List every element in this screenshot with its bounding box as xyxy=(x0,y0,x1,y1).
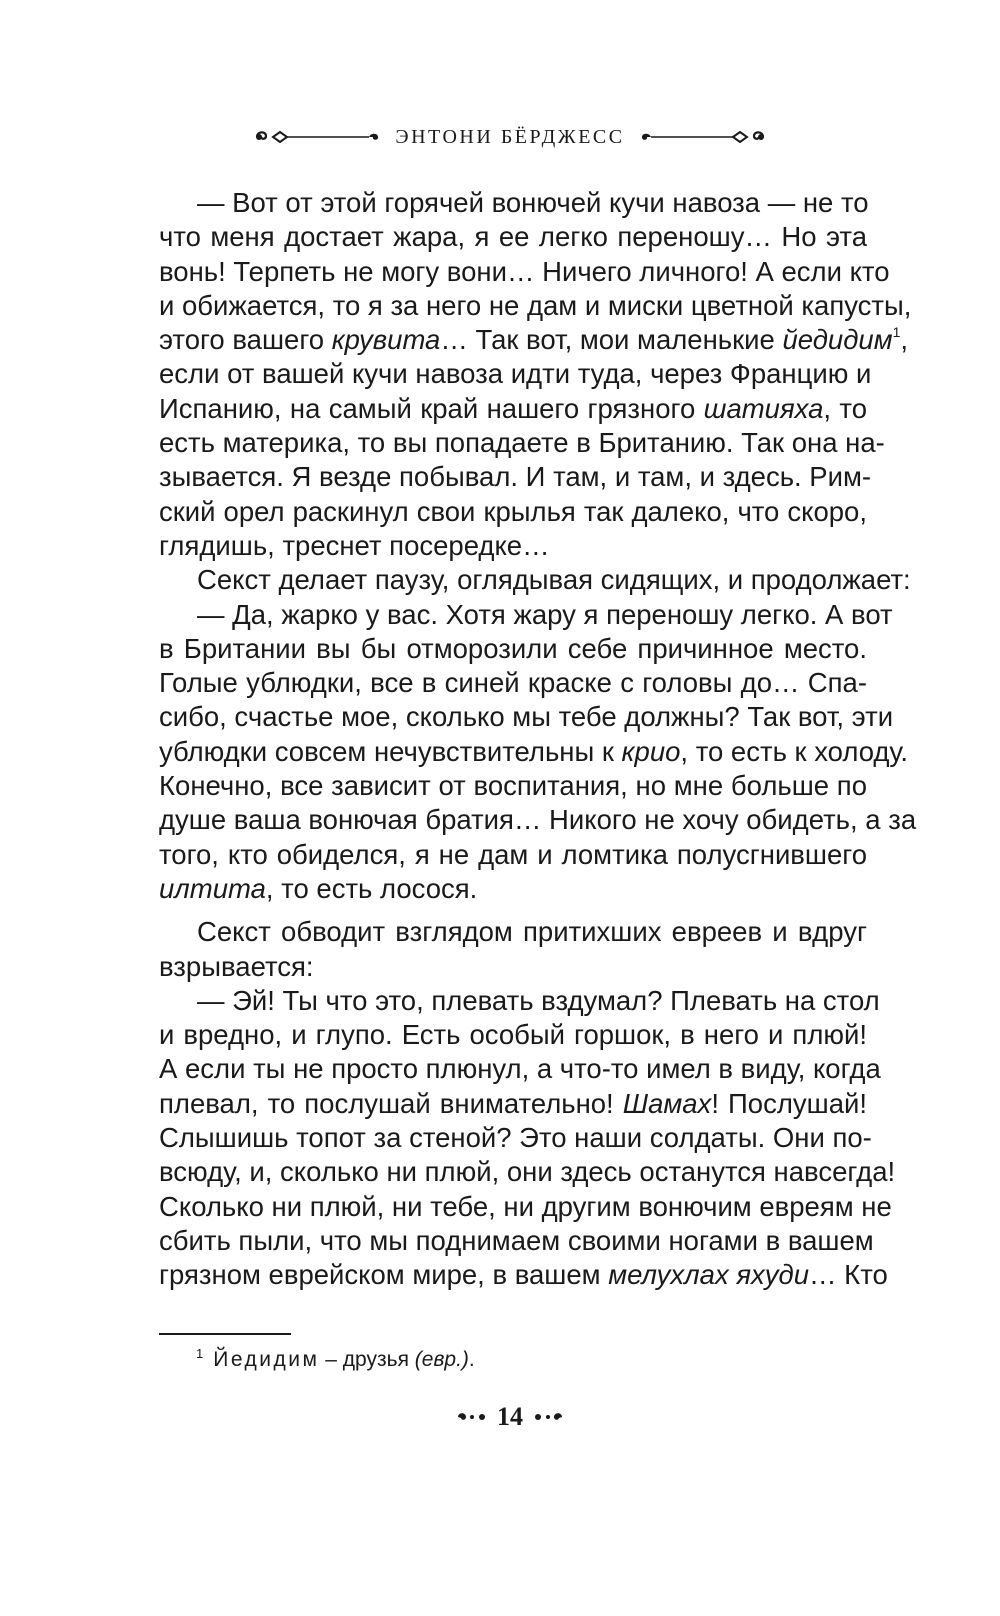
italic-term: крувита xyxy=(331,324,441,356)
text-line: Конечно, все зависит от воспитания, но мне больше по xyxy=(159,770,867,802)
page-number: 14 xyxy=(497,1402,523,1431)
footnote-term: Йедидим xyxy=(213,1348,320,1371)
text-line: вонь! Терпеть не могу вони… Ничего личного! А если кто xyxy=(159,255,890,287)
footnote-rule xyxy=(159,1333,291,1335)
italic-term: илтита xyxy=(159,872,266,904)
text-line: Секст делает паузу, оглядывая сидящих, и продолжает: xyxy=(197,564,911,596)
text-line: грязном еврейском мире, в вашем мелухлах яхуди… Кто xyxy=(159,1259,888,1291)
body-text xyxy=(159,186,917,1293)
text-line: взрывается: xyxy=(159,950,314,982)
text-line: что меня достает жара, я ее легко переношу… Но эта xyxy=(159,221,867,253)
text-line: — Да, жарко у вас. Хотя жару я переношу легко. А вот xyxy=(197,598,893,630)
text-line: — Эй! Ты что это, плевать вздумал? Плевать на стол xyxy=(197,984,880,1016)
italic-term: Шамах xyxy=(622,1087,712,1119)
footnote-text: – друзья xyxy=(319,1348,415,1371)
text-line: Голые ублюдки, все в синей краске с головы до… Спа- xyxy=(159,667,867,699)
text-line: — Вот от этой горячей вонючей кучи навоза — не то xyxy=(197,187,869,218)
footnote-ref: 1 xyxy=(892,324,901,341)
left-page-ornament-icon xyxy=(455,1409,489,1425)
italic-term: крио xyxy=(621,735,681,767)
left-ornament-icon xyxy=(253,127,381,147)
text-line: того, кто обиделся, я не дам и ломтика полусгнившего xyxy=(159,838,867,870)
footnote-mark: 1 xyxy=(196,1346,204,1361)
page-number-block xyxy=(440,1400,580,1434)
text-line: этого вашего крувита… Так вот, мои маленькие йедидим$^1$, xyxy=(159,324,908,356)
text-line: Сколько ни плюй, ни тебе, ни другим вонючим евреям не xyxy=(159,1190,892,1222)
text-line: и обижается, то я за него не дам и миски цветной капусты, xyxy=(159,289,912,321)
text-line: зывается. Я везде побывал. И там, и там, и здесь. Рим- xyxy=(159,461,872,493)
right-page-ornament-icon xyxy=(531,1409,565,1425)
text-line: Секст обводит взглядом притихших евреев и вдруг xyxy=(197,916,867,948)
right-ornament-icon xyxy=(639,127,767,147)
footnote-end: . xyxy=(468,1348,475,1371)
text-line: всюду, и, сколько ни плюй, они здесь останутся навсегда! xyxy=(159,1156,896,1188)
text-line: если от вашей кучи навоза идти туда, через Францию и xyxy=(159,358,872,390)
italic-term: мелухлах яхуди xyxy=(608,1259,810,1291)
text-line: в Британии вы бы отморозили себе причинное место. xyxy=(159,632,867,664)
text-line: А если ты не просто плюнул, а что-то имел в виду, когда xyxy=(159,1053,881,1085)
footnote xyxy=(196,1346,475,1372)
italic-term: йедидим xyxy=(782,324,893,356)
text-line: сибо, счастье мое, сколько мы тебе должны? Так вот, эти xyxy=(159,701,894,733)
text-line: ублюдки совсем нечувствительны к крио, то есть к холоду. xyxy=(159,735,909,767)
text-line: сбить пыли, что мы поднимаем своими ногами в вашем xyxy=(159,1224,874,1256)
text-line: душе ваша вонючая братия… Никого не хочу обидеть, а за xyxy=(159,804,917,836)
text-line: Испанию, на самый край нашего грязного шатияха, то xyxy=(159,392,867,424)
running-head-author: ЭНТОНИ БЁРДЖЕСС xyxy=(395,125,625,148)
text-line: есть материка, то вы попадаете в Британию. Так она на- xyxy=(159,427,885,459)
text-line: глядишь, треснет посередке… xyxy=(159,529,550,561)
italic-term: шатияха xyxy=(703,392,824,424)
text-line: илтита, то есть лосося. xyxy=(159,872,478,904)
footnote-note: (евр.) xyxy=(414,1348,469,1371)
text-line: и вредно, и глупо. Есть особый горшок, в него и плюй! xyxy=(159,1019,867,1051)
running-head xyxy=(240,122,780,152)
text-line: плевал, то послушай внимательно! Шамах! Послушай! xyxy=(159,1087,867,1119)
text-line: Слышишь топот за стеной? Это наши солдаты. Они по- xyxy=(159,1122,872,1154)
text-line: ский орел раскинул свои крылья так далеко, что скоро, xyxy=(159,495,867,527)
